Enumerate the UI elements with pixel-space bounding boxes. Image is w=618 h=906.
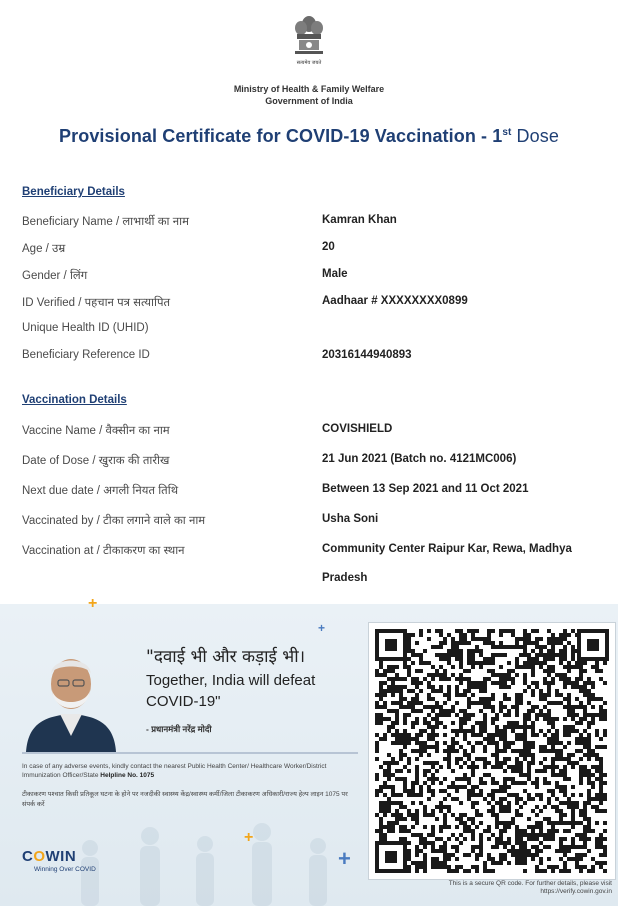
id-verified-value: Aadhaar # XXXXXXXX0899 bbox=[322, 295, 468, 307]
advisory-hindi: टीकाकरण पश्चात किसी प्रतिकूल घटना के होने पर नजदीकी स्वास्थ्य केंद्र/स्वास्थ्य कर्मी/जिला टीकाकरण अधिकारी/राज्य हेल्प लाइन 1075 पर संपर्क करें bbox=[22, 791, 348, 808]
advisory-english-text: In case of any adverse events, kindly contact the nearest Public Health Center/ Healthcare Worker/District Immunization Officer/State bbox=[22, 763, 327, 779]
vaccinated-by-value: Usha Soni bbox=[322, 513, 379, 525]
government-name: Government of India bbox=[265, 96, 353, 106]
gender-value: Male bbox=[322, 268, 348, 280]
qr-note: This is a secure QR code. For further details, please visit https://verify.cowin.gov.in bbox=[448, 880, 612, 895]
reference-id-label: Beneficiary Reference ID bbox=[22, 349, 150, 361]
beneficiary-name-label: Beneficiary Name / लाभार्थी का नाम bbox=[22, 216, 189, 228]
reference-id-value: 20316144940893 bbox=[322, 349, 412, 361]
plus-decoration-icon: + bbox=[244, 829, 254, 846]
portrait-image bbox=[22, 644, 120, 752]
id-verified-label: ID Verified / पहचान पत्र सत्यापित bbox=[22, 297, 171, 309]
helpline-number: Helpline No. 1075 bbox=[100, 772, 155, 779]
cowin-logo-c: C bbox=[22, 848, 34, 865]
certificate-title bbox=[0, 126, 618, 147]
beneficiary-heading: Beneficiary Details bbox=[22, 186, 125, 198]
vaccination-at-label: Vaccination at / टीकाकरण का स्थान bbox=[22, 545, 185, 557]
footer-divider bbox=[22, 752, 358, 754]
cowin-logo-o: O bbox=[33, 848, 46, 865]
vaccine-name-value: COVISHIELD bbox=[322, 423, 393, 435]
quote-author: - प्रधानमंत्री नरेंद्र मोदी bbox=[146, 724, 212, 734]
quote-hindi: "दवाई भी और कड़ाई भी। bbox=[146, 647, 306, 667]
dose-date-label: Date of Dose / खुराक की तारीख bbox=[22, 455, 170, 467]
plus-decoration-icon: + bbox=[338, 846, 351, 871]
uhid-label: Unique Health ID (UHID) bbox=[22, 322, 149, 334]
plus-decoration-icon: + bbox=[318, 621, 326, 635]
gender-label: Gender / लिंग bbox=[22, 270, 88, 282]
next-due-label: Next due date / अगली नियत तिथि bbox=[22, 485, 179, 497]
cowin-logo-win: WIN bbox=[45, 848, 77, 865]
vaccination-at-value: Community Center Raipur Kar, Rewa, Madhya bbox=[322, 543, 572, 555]
age-value: 20 bbox=[322, 241, 335, 253]
title-superscript: st bbox=[502, 127, 512, 138]
vaccinated-by-label: Vaccinated by / टीका लगाने वाले का नाम bbox=[22, 515, 206, 527]
qr-code bbox=[368, 622, 616, 880]
next-due-value: Between 13 Sep 2021 and 11 Oct 2021 bbox=[322, 483, 529, 495]
cowin-tagline: Winning Over COVID bbox=[34, 866, 96, 873]
plus-decoration-icon: + bbox=[88, 595, 98, 612]
ministry-name: Ministry of Health & Family Welfare bbox=[233, 84, 385, 94]
footer-panel bbox=[0, 595, 618, 906]
cowin-logo bbox=[22, 848, 76, 865]
beneficiary-name-value: Kamran Khan bbox=[322, 214, 397, 226]
age-label: Age / उम्र bbox=[22, 243, 66, 255]
vaccination-at-value-line2: Pradesh bbox=[322, 572, 368, 584]
national-emblem-icon bbox=[290, 14, 328, 72]
advisory-english bbox=[22, 762, 358, 780]
emblem-motto: सत्यमेव जयते bbox=[296, 60, 322, 66]
vaccine-name-label: Vaccine Name / वैक्सीन का नाम bbox=[22, 425, 170, 437]
dose-date-value: 21 Jun 2021 (Batch no. 4121MC006) bbox=[322, 453, 517, 465]
quote-english: Together, India will defeat COVID-19" bbox=[146, 672, 316, 710]
qr-code-icon bbox=[375, 629, 609, 873]
title-main: Provisional Certificate for COVID-19 Vaccination - 1 bbox=[59, 126, 503, 146]
title-dose-word: Dose bbox=[511, 126, 559, 146]
vaccination-heading: Vaccination Details bbox=[22, 394, 127, 406]
